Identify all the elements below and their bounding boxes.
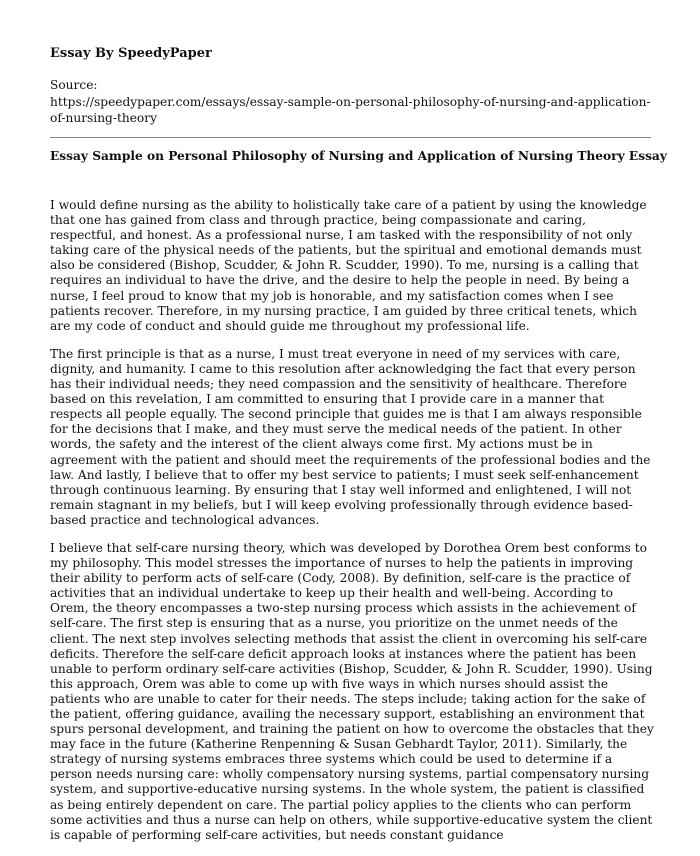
source-url: https://speedypaper.com/essays/essay-sample-on-personal-philosophy-of-nursing-and-application-of-nursing-theory bbox=[50, 95, 651, 125]
document-header-title: Essay By SpeedyPaper bbox=[50, 46, 212, 61]
essay-paragraph-1: I would define nursing as the ability to holistically take care of a patient by using the knowledge that one has gained from class and through practice, being compassionate and caring, respectful, and honest. As a professional nurse, I am tasked with the responsibility of not only taking care of the physical needs of the patients, but the spiritual and emotional demands must also be considered (Bishop, Scudder, & John R. Scudder, 1990). To me, nursing is a calling that requires an individual to have the drive, and the desire to help the people in need. By being a nurse, I feel proud to know that my job is honorable, and my satisfaction comes when I see patients recover. Therefore, in my nursing practice, I am guided by three critical tenets, which are my code of conduct and should guide me throughout my professional life. bbox=[50, 198, 647, 333]
source-label: Source: bbox=[50, 78, 98, 92]
essay-paragraph-3: I believe that self-care nursing theory, which was developed by Dorothea Orem best conforms to my philosophy. This model stresses the importance of nurses to help the patients in improving their ability to perform acts of self-care (Cody, 2008). By definition, self-care is the practice of activities that an individual undertake to keep up their health and well-being. According to Orem, the theory encompasses a two-step nursing process which assists in the achievement of self-care. The first step is ensuring that as a nurse, you prioritize on the unmet needs of the client. The next step involves selecting methods that assist the client in overcoming his self-care deficits. Therefore the self-care deficit approach looks at instances where the patient has been unable to perform ordinary self-care activities (Bishop, Scudder, & John R. Scudder, 1990). Using this approach, Orem was able to come up with five ways in which nurses should assist the patients who are unable to cater for their needs. The steps include; taking action for the sake of the patient, offering guidance, availing the necessary support, establishing an environment that spurs personal development, and training the patient on how to overcome the obstacles that they may face in the future (Katherine Renpenning & Susan Gebhardt Taylor, 2011). Similarly, the strategy of nursing systems embraces three systems which could be used to determine if a person needs nursing care: wholly compensatory nursing systems, partial compensatory nursing system, and supportive-educative nursing systems. In the whole system, the patient is classified as being entirely dependent on care. The partial policy applies to the clients who can perform some activities and thus a nurse can help on others, while supportive-educative system the client is capable of performing self-care activities, but needs constant guidance bbox=[50, 540, 654, 842]
header-divider bbox=[50, 137, 651, 138]
essay-title: Essay Sample on Personal Philosophy of Nursing and Application of Nursing Theory Essay bbox=[50, 149, 667, 163]
essay-body bbox=[50, 198, 654, 856]
essay-paragraph-2: The first principle is that as a nurse, I must treat everyone in need of my services with care, dignity, and humanity. I came to this resolution after acknowledging the fact that every person has their individual needs; they need compassion and the sensitivity of healthcare. Therefore based on this revelation, I am committed to ensuring that I provide care in a manner that respects all people equally. The second principle that guides me is that I am always responsible for the decisions that I make, and they must serve the medical needs of the patient. In other words, the safety and the interest of the client always come first. My actions must be in agreement with the patient and should meet the requirements of the professional bodies and the law. And lastly, I believe that to offer my best service to patients; I must seek self-enhancement through continuous learning. By ensuring that I stay well informed and enlightened, I will not remain stagnant in my beliefs, but I will keep evolving professionally through evidence based-based practice and technological advances. bbox=[50, 346, 651, 527]
